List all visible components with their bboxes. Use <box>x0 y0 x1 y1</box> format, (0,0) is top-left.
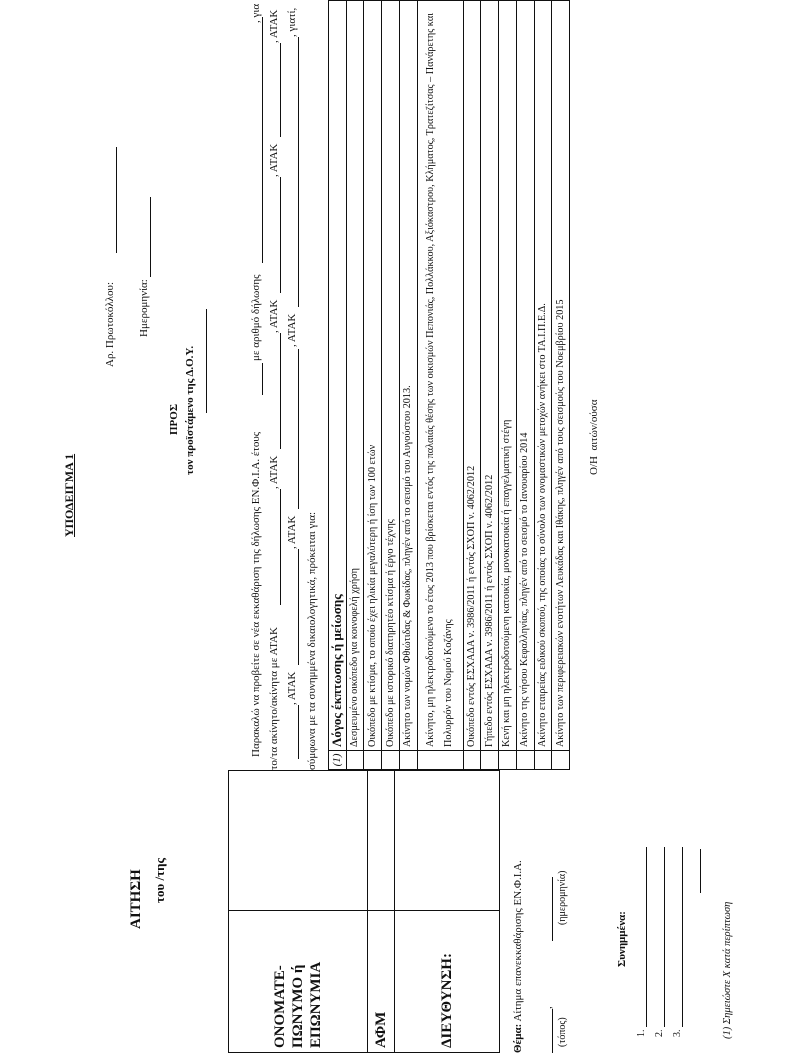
reason-row <box>481 1 499 770</box>
reason-text: Οικόπεδο με ιστορικό διατηρητέο κτίσμα ή έργο τέχνης <box>382 1 400 751</box>
reason-row <box>346 1 364 770</box>
atak-line-7[interactable] <box>298 349 299 509</box>
checkbox-cell[interactable] <box>516 751 534 770</box>
checkbox-cell[interactable] <box>417 751 463 770</box>
application-title: ΑΙΤΗΣΗ <box>128 869 144 929</box>
mark-header: (1) <box>329 751 347 770</box>
applicant-row-address <box>395 771 500 1053</box>
place-hint: (τόπος) <box>557 1017 568 1047</box>
atak-line-1[interactable] <box>280 489 281 605</box>
reasons-header: Λόγος έκπτωσης ή μείωσης <box>329 1 347 751</box>
document-title: ΥΠΟΔΕΙΓΜΑ 1 <box>62 453 76 537</box>
afm-label: ΑΦΜ <box>368 911 395 1053</box>
reason-text: Ακίνητο εταιρείας ειδικού σκοπού, της οποίας το σύνολο των ονομαστικών μετοχών ανήκει στο ΤΑ.Ι.Π.Ε.Δ. <box>534 1 552 751</box>
address-value[interactable] <box>395 771 500 911</box>
address-label: ΔΙΕΥΘΥΝΣΗ: <box>395 911 500 1053</box>
attachment-line-2[interactable] <box>664 847 665 1027</box>
application-subtitle: του /της <box>152 858 167 903</box>
attachments-label: Συνημμένα: <box>616 911 628 967</box>
applicant-table <box>228 770 500 1053</box>
reason-row <box>417 1 463 770</box>
signature-label: Ο/Η αιτών/ούσα <box>588 399 600 475</box>
protocol-label: Αρ. Πρωτοκόλλου: <box>104 282 116 367</box>
request-line-3-end: , γιατί, <box>286 7 298 37</box>
reason-row <box>499 1 517 770</box>
reason-text: Ακίνητο της νήσου Κεφαλληνίας, πληγέν από το σεισμό το Ιανουαρίου 2014 <box>516 1 534 751</box>
date-hint: (ημερομηνία) <box>557 870 568 925</box>
reason-row <box>534 1 552 770</box>
request-line-1: Παρακαλώ να προβείτε σε νέα εκκαθάριση της δήλωσης ΕΝ.Φ.Ι.Α. έτους <box>250 431 262 757</box>
reasons-header-row <box>329 1 347 770</box>
request-line-1-end: , για <box>250 3 262 23</box>
year-line[interactable] <box>262 363 263 395</box>
atak-line-4[interactable] <box>280 43 281 137</box>
reason-text: Γήπεδο εντός ΕΣΧΑΔΑ ν. 3986/2011 ή εντός ΣΧΟΠ ν. 4062/2012 <box>481 1 499 751</box>
document-page: ΑΙΤΗΣΗ του /της ΟΝΟΜΑΤΕ-ΠΩΝΥΜΟ ή ΕΠΩΝΥΜΙΑ ΑΦΜ ΔΙΕΥΘΥΝΣΗ: Θέμα: Αίτημα επανεκκαθάρισης ΕΝ.Φ.Ι.Α. , (τόπος) (ημερομηνία) Συνημμένα: 1. 2. 3. (1) Σημειώστε Χ κατά περίπτωση ΥΠΟΔΕΙΓΜΑ 1 Αρ. Πρωτοκόλλου: Ημερομηνία: ΠΡΟΣ τον προϊστάμενο της Δ.Ο.Υ. Παρακαλώ να προβείτε σε νέα εκκαθάριση της δήλωσης ΕΝ.Φ.Ι.Α. έτους με αριθμό δήλωσης , για το/τα ακίνητο/ακίνητα με ΑΤΑΚ , ΑΤΑΚ , ΑΤΑΚ , ΑΤΑΚ , ΑΤΑΚ , ΑΤΑΚ , ΑΤΑΚ , ΑΤΑΚ , γιατί, σύμφωνα με τα συνημμένα δικαιολογητικά, πρόκειται για: (1) Λόγος έκπτωσης ή μείωσης Δεσμευμένο οικόπεδο για κοινοφελή χρήση Οικόπεδο με κτίσμα, το οποίο έχει ηλικία μεγαλύτερη ή ίση των 100 ετών Οικόπεδο με ιστορικό διατηρητέο κτίσμα ή έργο τέχνης Ακίνητο των νομών Φθιώτιδας & Φωκίδας, πληγέν από το σεισμό του Αυγούστου 2013. Ακίνητο, μη ηλεκτροδοτούμενο το έτος 2013 που βρίσκεται εντός της παλαιάς θέσης των οικισμών Πεπονιάς, Πολλάκκου, Αξιόκαστρου, Κλήματος, Τρατεζίτσας – Πανάρετης και Πολυρρόν του Νομού Κοζάνης Οικόπεδο εντός ΕΣΧΑΔΑ ν. 3986/2011 ή εντός ΣΧΟΠ ν. 4062/2012 Γήπεδο εντός ΕΣΧΑΔΑ ν. 3986/2011 ή εντός ΣΧΟΠ ν. 4062/2012 Κενή και μη ηλεκτροδοτούμενη κατοικία, μονοκατοικία ή επαγγελματική στέγη Ακίνητο της νήσου Κεφαλληνίας, πληγέν από το σεισμό το Ιανουαρίου 2014 Ακίνητο εταιρείας ειδικού σκοπού, της οποίας το σύνολο των ονομαστικών μετοχών ανήκει στο ΤΑ.Ι.Π.Ε.Δ. Ακίνητο των περιφερειακών ενοτήτων Λευκάδας και Ιθάκης, πληγέν από τους σεισμούς του Νοεμβρίου 2015 Ο/Η αιτών/ούσα <box>0 0 798 1053</box>
date-line[interactable] <box>552 877 553 941</box>
declaration-number-line[interactable] <box>262 17 263 263</box>
date-label: Ημερομηνία: <box>138 279 150 337</box>
atak-label-3: , ΑΤΑΚ <box>268 143 280 177</box>
attachment-item-2: 2. <box>654 1029 665 1037</box>
reason-text: Ακίνητο των νομών Φθιώτιδας & Φωκίδας, πληγέν από το σεισμό του Αυγούστου 2013. <box>399 1 417 751</box>
attachment-item-3: 3. <box>672 1029 683 1037</box>
to-label: ΠΡΟΣ <box>168 403 180 435</box>
reason-text: Δεσμευμένο οικόπεδο για κοινοφελή χρήση <box>346 1 364 751</box>
reason-text: Ακίνητο των περιφερειακών ενοτήτων Λευκάδας και Ιθάκης, πληγέν από τους σεισμούς του Νοεμβρίου 2015 <box>552 1 570 751</box>
attachment-item-1: 1. <box>636 1029 647 1037</box>
atak-label-2: , ΑΤΑΚ <box>268 299 280 333</box>
atak-line-3[interactable] <box>280 177 281 293</box>
atak-label-4: , ΑΤΑΚ <box>268 9 280 43</box>
protocol-line[interactable] <box>116 147 117 253</box>
atak-label-1: , ΑΤΑΚ <box>268 455 280 489</box>
place-line[interactable] <box>552 1009 553 1053</box>
request-line-2-start: το/τα ακίνητο/ακίνητα με ΑΤΑΚ <box>268 627 280 770</box>
attachment-line-4[interactable] <box>700 849 701 893</box>
checkbox-cell[interactable] <box>364 751 382 770</box>
subject-label: Θέμα: <box>512 1023 524 1053</box>
checkbox-cell[interactable] <box>534 751 552 770</box>
attachment-line-1[interactable] <box>646 847 647 1027</box>
subject-text: Αίτημα επανεκκαθάρισης ΕΝ.Φ.Ι.Α. <box>512 860 524 1022</box>
reason-row <box>364 1 382 770</box>
recipient-line[interactable] <box>206 309 207 413</box>
reason-row <box>552 1 570 770</box>
applicant-row-afm <box>368 771 395 1053</box>
checkbox-cell[interactable] <box>346 751 364 770</box>
subject <box>512 860 524 1053</box>
header-date-line[interactable] <box>150 197 151 277</box>
reason-row <box>382 1 400 770</box>
reason-text: Ακίνητο, μη ηλεκτροδοτούμενο το έτος 2013 που βρίσκεται εντός της παλαιάς θέσης των οικισμών Πεπονιάς, Πολλάκκου, Αξιόκαστρου, Κλήματος, Τρατεζίτσας – Πανάρετης και Πολυρρόν του Νομού Κοζάνης <box>417 1 463 751</box>
checkbox-cell[interactable] <box>463 751 481 770</box>
afm-value[interactable] <box>368 771 395 911</box>
checkbox-cell[interactable] <box>481 751 499 770</box>
checkbox-cell[interactable] <box>399 751 417 770</box>
atak-line-6[interactable] <box>298 549 299 665</box>
atak-label-5: , ΑΤΑΚ <box>286 671 298 705</box>
reason-line[interactable] <box>298 37 299 307</box>
reason-row <box>399 1 417 770</box>
attachment-line-3[interactable] <box>682 847 683 1027</box>
checkbox-cell[interactable] <box>499 751 517 770</box>
declaration-number-label: με αριθμό δήλωσης <box>250 274 262 361</box>
name-label: ΟΝΟΜΑΤΕ-ΠΩΝΥΜΟ ή ΕΠΩΝΥΜΙΑ <box>229 911 368 1053</box>
reason-text: Οικόπεδο με κτίσμα, το οποίο έχει ηλικία μεγαλύτερη ή ίση των 100 ετών <box>364 1 382 751</box>
reason-row <box>463 1 481 770</box>
applicant-row-name <box>229 771 368 1053</box>
request-line-4: σύμφωνα με τα συνημμένα δικαιολογητικά, πρόκειται για: <box>306 511 318 770</box>
atak-label-6: , ΑΤΑΚ <box>286 515 298 549</box>
checkbox-cell[interactable] <box>552 751 570 770</box>
reason-text: Κενή και μη ηλεκτροδοτούμενη κατοικία, μονοκατοικία ή επαγγελματική στέγη <box>499 1 517 751</box>
atak-line-5[interactable] <box>298 705 299 759</box>
atak-label-7: , ΑΤΑΚ <box>286 313 298 347</box>
checkbox-cell[interactable] <box>382 751 400 770</box>
atak-line-2[interactable] <box>280 333 281 449</box>
name-value[interactable] <box>229 771 368 911</box>
reason-text: Οικόπεδο εντός ΕΣΧΑΔΑ ν. 3986/2011 ή εντός ΣΧΟΠ ν. 4062/2012 <box>463 1 481 751</box>
footnote: (1) Σημειώστε Χ κατά περίπτωση <box>722 901 733 1039</box>
reasons-table <box>328 0 570 770</box>
reason-row <box>516 1 534 770</box>
recipient: τον προϊστάμενο της Δ.Ο.Υ. <box>184 345 196 475</box>
